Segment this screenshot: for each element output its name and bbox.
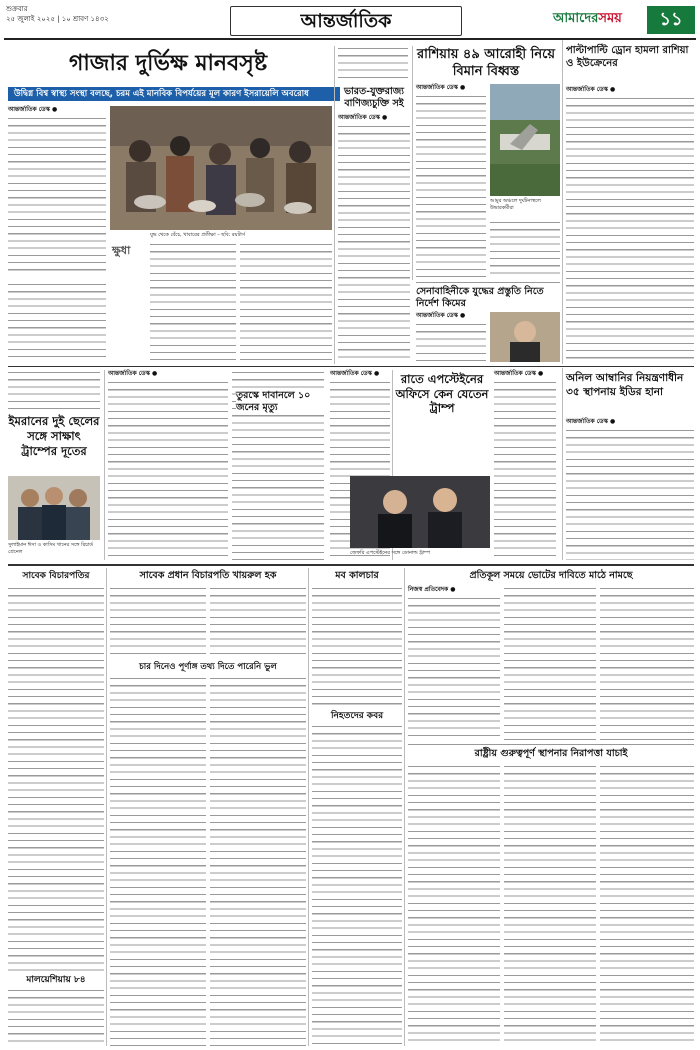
iran-sons-photo-caption: সুলাইমান ঈসা ও কাসিম খানের সঙ্গে রিচার্ড গ্রেনেল	[8, 542, 94, 555]
lower-story2-body-col1	[110, 586, 206, 658]
lower-story7-body	[8, 988, 104, 1046]
anil-byline: আন্তর্জাতিক ডেস্ক ●	[566, 418, 616, 425]
iran-sons-body-top	[8, 370, 100, 412]
divider	[106, 568, 107, 1046]
iran-sons-headline: ইমরানের দুই ছেলের সঙ্গে সাক্ষাৎ ট্রাম্পের দূতের	[8, 414, 100, 458]
divider	[308, 568, 309, 1046]
lower-story4-body-col3	[600, 586, 694, 740]
lead-body-col2	[150, 242, 236, 360]
divider	[412, 46, 413, 280]
lead-sidebar-word: ক্ষুধা	[112, 244, 131, 257]
logo-part2: সময়	[598, 11, 622, 26]
iran-sons-byline: আন্তর্জাতিক ডেস্ক ●	[108, 370, 158, 377]
lower-story7-headline: মালয়েশিয়ায় ৮৪	[26, 975, 86, 985]
ustrade-headline: ভারত-যুক্তরাজ্য বাণিজ্যচুক্তি সই	[343, 86, 405, 109]
lower-story4-headline: প্রতিকূল সময়ে ভোটের দাবিতে মাঠে নামছে	[469, 570, 633, 581]
lower-story2-body-col3	[110, 676, 206, 1046]
lower-story2-headline: সাবেক প্রধান বিচারপতি খায়রুল হক	[139, 570, 277, 581]
ukraine-drone-body	[566, 96, 694, 362]
lower-story4-body-col2	[504, 586, 596, 740]
epstein-photo-caption: জেফরি এপস্টেইনের সঙ্গে ডোনাল্ড ট্রাম্প	[350, 550, 431, 556]
anil-body	[566, 428, 694, 560]
lower-story1-headline: সাবেক বিচারপতির	[22, 571, 90, 581]
lead-photo-caption: যুদ্ধ থেকে বেঁচে, খাবারের প্রতীক্ষা – ছবি: রয়টার্স	[150, 232, 246, 238]
lead-headline: গাজার দুর্ভিক্ষ মানবসৃষ্ট	[68, 50, 268, 76]
epstein-headline: রাতে এপস্টেইনের অফিসে কেন যেতেন ট্রাম্প	[395, 372, 489, 415]
divider	[562, 368, 563, 560]
lower-byline: নিজস্ব প্রতিবেদক ●	[408, 586, 456, 593]
header-day: শুক্রবার	[6, 5, 28, 13]
ukraine-drone-byline: আন্তর্জাতিক ডেস্ক ●	[566, 86, 616, 93]
header-full-date: ২৫ জুলাই ২০২৫ | ১০ শ্রাবণ ১৪৩২	[6, 15, 109, 23]
section-title: আন্তর্জাতিক	[230, 6, 462, 36]
divider	[416, 282, 560, 283]
iran-sons-body-col1	[108, 380, 228, 560]
kim-headline: সেনাবাহিনীকে যুদ্ধের প্রস্তুতি নিতে নির্দেশ কিমের	[416, 286, 544, 309]
divider	[408, 744, 694, 745]
russia-crash-photo-caption: আমুর অঞ্চলে দুর্ঘটনাস্থলে উদ্ধারকর্মীরা	[490, 198, 541, 211]
lead-byline: আন্তর্জাতিক ডেস্ক ●	[8, 106, 58, 113]
kim-photo	[490, 312, 560, 362]
lead-subheadline: উদ্বিগ্ন বিশ্ব স্বাস্থ্য সংস্থা বলছে, চরম এই মানবিক বিপর্যয়ের মূল কারণ ইসরায়েলি অবরোধ	[8, 87, 340, 101]
russia-crash-body-col2	[490, 220, 560, 278]
lower-story2-body-col4	[210, 676, 306, 1046]
epstein-byline: আন্তর্জাতিক ডেস্ক ●	[494, 370, 544, 377]
header-rule	[4, 38, 696, 40]
lower-story6-body-col1	[408, 764, 500, 1046]
russia-crash-photo	[490, 84, 560, 196]
page-number: ১১	[647, 6, 695, 34]
divider	[334, 46, 335, 364]
russia-crash-body-col1	[416, 94, 486, 278]
iran-sons-photo	[8, 476, 100, 540]
anil-headline: অনিল আম্বানির নিয়ন্ত্রণাধীন ৩৫ স্থাপনায় ইডির হানা	[566, 372, 684, 398]
lower-story5-body	[312, 724, 402, 1046]
lower-story2-body-col2	[210, 586, 306, 658]
lower-story3-headline: মব কালচার	[335, 570, 379, 581]
lower-story3-body	[312, 586, 402, 706]
divider	[8, 564, 694, 566]
divider	[8, 366, 694, 367]
russia-crash-headline: রাশিয়ায় ৪৯ আরোহী নিয়ে বিমান বিধ্বস্ত	[416, 47, 556, 79]
lead-body-col3	[240, 242, 332, 360]
lead-body-col1b	[8, 282, 106, 362]
lower-story6-body-col2	[504, 764, 596, 1046]
logo-part1: আমাদের	[553, 11, 599, 26]
ustrade-body-top	[338, 46, 408, 84]
lower-story2-subhead: চার দিনেও পূর্ণাঙ্গ তথ্য দিতে পারেনি ভুল	[139, 662, 277, 672]
lower-story6-headline: রাষ্ট্রীয় গুরুত্বপূর্ণ স্থাপনার নিরাপত্তা যাচাই	[474, 748, 628, 759]
lower-story4-body-col1	[408, 596, 500, 740]
divider	[104, 370, 105, 560]
divider	[404, 568, 405, 1046]
divider	[562, 40, 563, 364]
epstein-photo	[350, 476, 490, 548]
ustrade-byline: আন্তর্জাতিক ডেস্ক ●	[338, 114, 388, 121]
lead-photo	[110, 106, 332, 230]
russia-crash-byline: আন্তর্জাতিক ডেস্ক ●	[416, 84, 466, 91]
kim-byline: আন্তর্জাতিক ডেস্ক ●	[416, 312, 466, 319]
turkey-fire-headline: তুরস্কে দাবানলে ১০ জনের মৃত্যু	[236, 390, 328, 414]
newspaper-logo	[553, 8, 643, 30]
lower-story1-body	[8, 586, 104, 972]
kim-body-col1	[416, 322, 486, 362]
lower-story6-body-col3	[600, 764, 694, 1046]
epstein-body	[494, 380, 556, 560]
turkey-fire-byline: আন্তর্জাতিক ডেস্ক ●	[330, 370, 380, 377]
ustrade-body	[338, 124, 410, 362]
lead-body-col1	[8, 116, 106, 276]
lower-story5-headline: নিহতদের কবর	[330, 711, 384, 721]
header-date	[6, 4, 126, 24]
ukraine-drone-headline: পাল্টাপাল্টি ড্রোন হামলা রাশিয়া ও ইউক্রেনের	[566, 45, 689, 69]
